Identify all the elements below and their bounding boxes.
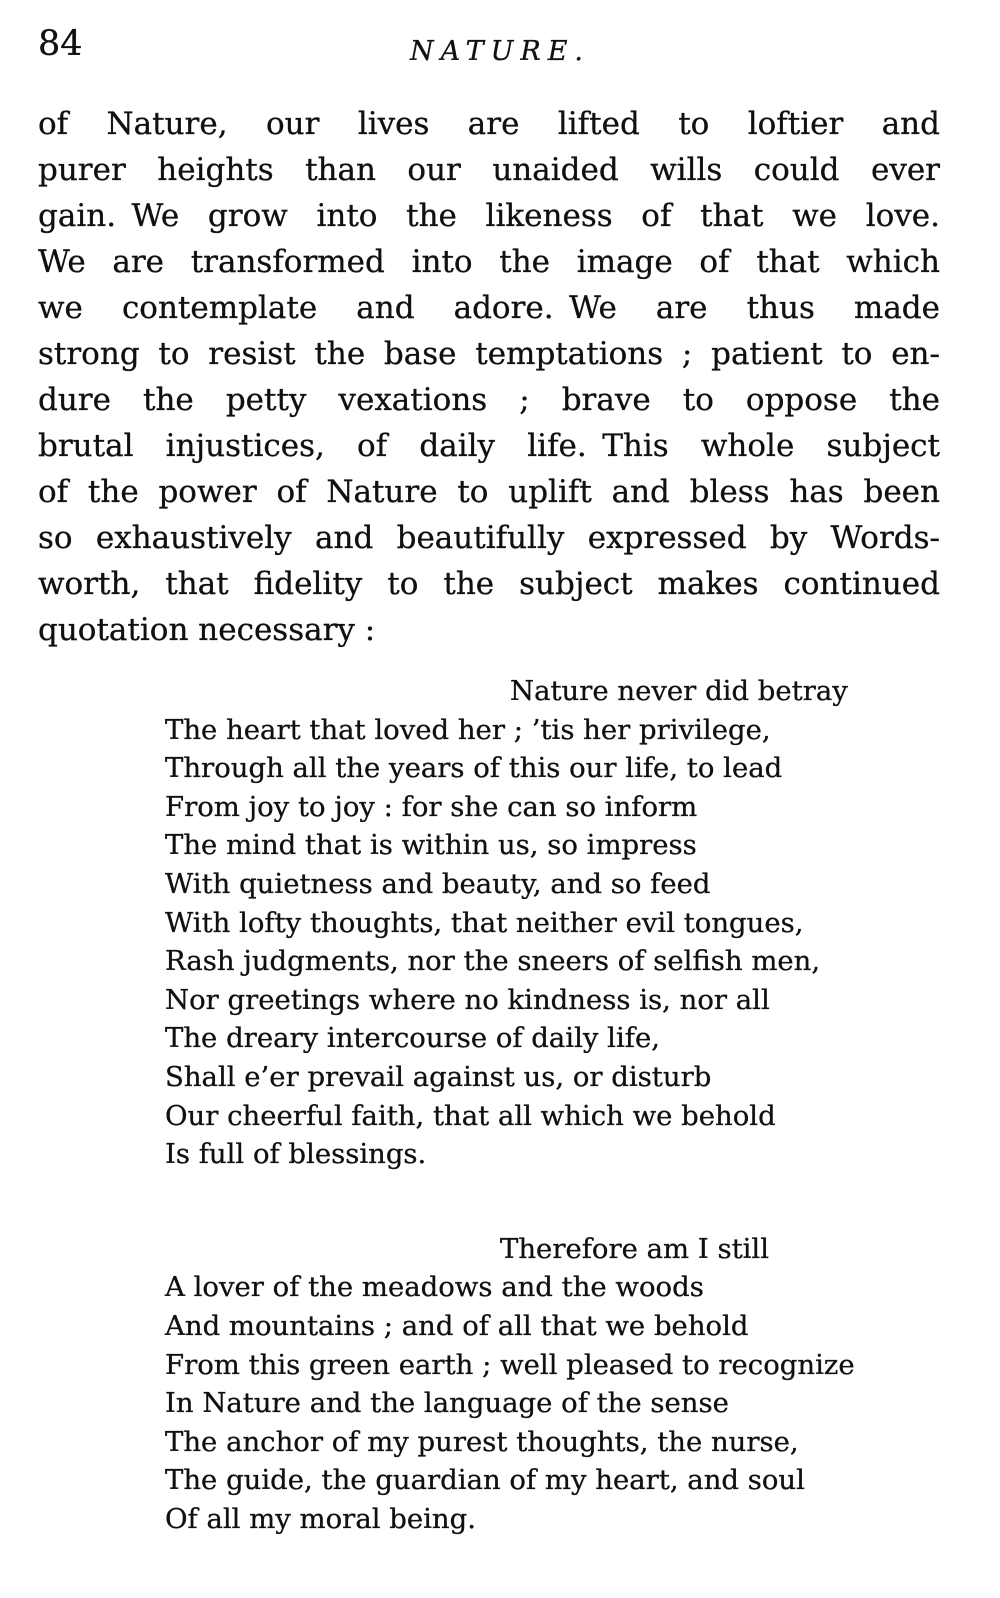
- body-line: gain. We grow into the likeness of that we love.: [38, 198, 940, 234]
- poem-line: The dreary intercourse of daily life,: [165, 1022, 660, 1055]
- poem-line: And mountains ; and of all that we behold: [165, 1309, 749, 1342]
- poem-line: Through all the years of this our life, to lead: [165, 752, 783, 785]
- poem-line: With lofty thoughts, that neither evil tongues,: [165, 906, 804, 939]
- body-line: of the power of Nature to uplift and bless has been: [38, 474, 940, 510]
- stanza-opening-line: Nature never did betray: [510, 675, 848, 707]
- stanza-opening-line: Therefore am I still: [500, 1232, 770, 1265]
- poem-line: Rash judgments, nor the sneers of selfish men,: [165, 945, 821, 978]
- poem-line: Of all my moral being.: [165, 1502, 476, 1535]
- body-paragraph: [38, 101, 940, 653]
- body-line: worth, that fidelity to the subject makes continued: [38, 566, 940, 602]
- body-line: brutal injustices, of daily life. This whole subject: [38, 428, 940, 464]
- poem-line: Our cheerful faith, that all which we behold: [165, 1099, 776, 1132]
- body-line: so exhaustively and beautifully expressed by Words-: [38, 520, 940, 556]
- poem-line: The heart that loved her ; ’tis her privilege,: [165, 713, 771, 746]
- poem-quotation: [165, 672, 925, 1538]
- poem-line: The anchor of my purest thoughts, the nurse,: [165, 1425, 799, 1458]
- body-line: of Nature, our lives are lifted to loftier and: [38, 106, 940, 142]
- poem-stanza-1: [165, 672, 925, 1174]
- body-line: purer heights than our unaided wills could ever: [38, 152, 940, 188]
- poem-line: From this green earth ; well pleased to recognize: [165, 1348, 855, 1381]
- running-head: NATURE.: [409, 36, 591, 67]
- body-line: strong to resist the base temptations ; patient to en-: [38, 336, 940, 372]
- poem-stanza-2: [165, 1230, 925, 1539]
- body-line: we contemplate and adore. We are thus made: [38, 290, 940, 326]
- poem-line: The guide, the guardian of my heart, and soul: [165, 1464, 805, 1497]
- page-number: 84: [38, 24, 83, 64]
- poem-line: A lover of the meadows and the woods: [165, 1271, 704, 1304]
- poem-line: Nor greetings where no kindness is, nor all: [165, 983, 770, 1016]
- poem-line: Is full of blessings.: [165, 1138, 427, 1171]
- poem-line: Shall e’er prevail against us, or disturb: [165, 1060, 712, 1093]
- poem-line: The mind that is within us, so impress: [165, 829, 697, 862]
- body-line: quotation necessary :: [38, 612, 376, 648]
- body-line: dure the petty vexations ; brave to oppose the: [38, 382, 940, 418]
- poem-line: From joy to joy : for she can so inform: [165, 790, 698, 823]
- page-header: [0, 22, 1000, 82]
- body-line: We are transformed into the image of that which: [38, 244, 940, 280]
- poem-line: In Nature and the language of the sense: [165, 1387, 729, 1420]
- poem-line: With quietness and beauty, and so feed: [165, 867, 711, 900]
